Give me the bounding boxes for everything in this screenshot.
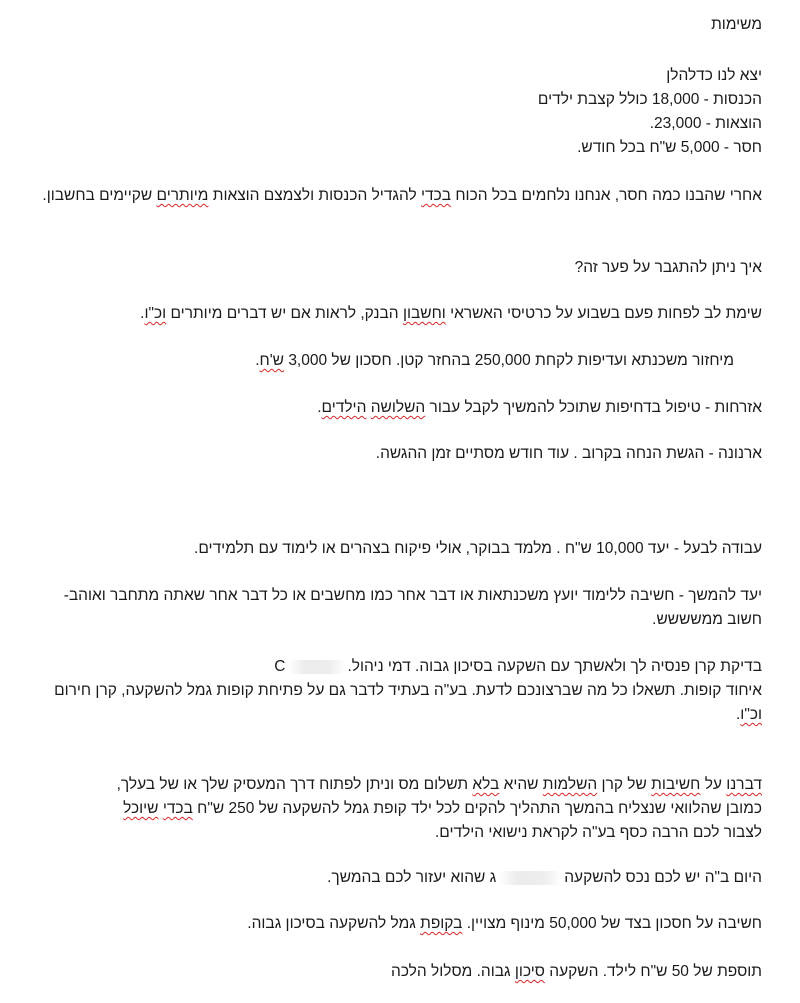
paragraph-pension: בדיקת קרן פנסיה לך ולאשתך עם השקעה בסיכון גבוה. דמי ניהול.C איחוד קופות. תשאלו כל מה שברצונכם לדעת. בע"ה בעתיד לדבר גם על פתיחת קופות גמל להשקעה, קרן חירום וכ"ו.	[54, 658, 762, 723]
paragraph-credit-cards: שימת לב לפחות פעם בשבוע על כרטיסי האשראי וחשבון הבנק, לראות אם יש דברים מיותרים וכ"ו.	[140, 305, 762, 322]
paragraph-property: היום ב"ה יש לכם נכס להשקעהג שהוא יעזור לכם בהמשך.	[327, 869, 762, 886]
paragraph-savings: חשיבה על חסכון בצד של 50,000 מינוף מצויין. בקופת גמל להשקעה בסיכון גבוה.	[247, 915, 762, 932]
redacted-text	[288, 660, 346, 674]
redacted-text	[498, 871, 562, 885]
question-line: איך ניתן להתגבר על פער זה?	[574, 259, 762, 276]
deficit-line: חסר - 5,000 ש"ח בכל חודש.	[577, 139, 762, 156]
document	[40, 0, 762, 1003]
paragraph-future-goal: יעד להמשך - חשיבה ללימוד יועץ משכנתאות או דבר אחר כמו מחשבים או כל דבר אחר שאתה מתחבר ואוהב- חשוב ממשששש.	[63, 587, 762, 628]
paragraph-citizenship: אזרחות - טיפול בדחיפות שתוכל להמשיך לקבל עבור השלושה הילדים.	[317, 399, 762, 416]
paragraph-husband-work: עבודה לבעל - יעד 10,000 ש"ח . מלמד בבוקר, אולי פיקוח בצהרים או לימוד עם תלמידים.	[194, 540, 762, 557]
expenses-line: הוצאות - 23,000.	[649, 115, 762, 132]
paragraph-fighting: אחרי שהבנו כמה חסר, אנחנו נלחמים בכל הכוח בכדי להגדיל הכנסות ולצמצם הוצאות מיותרים שקיימים בחשבון.	[42, 187, 762, 204]
income-line: הכנסות - 18,000 כולל קצבת ילדים	[537, 91, 762, 108]
paragraph-arnona: ארנונה - הגשת הנחה בקרוב . עוד חודש מסתיים זמן ההגשה.	[375, 445, 762, 462]
paragraph-child-addition: תוספת של 50 ש"ח לילד. השקעה סיכון גבוה. מסלול הלכה	[391, 963, 762, 980]
paragraph-mortgage: מיחזור משכנתא ועדיפות לקחת 250,000 בהחזר קטן. חסכון של 3,000 ש'ח.	[255, 352, 734, 369]
page-title: משימות	[711, 16, 762, 33]
summary-heading: יצא לנו כדלהלן	[666, 67, 762, 84]
paragraph-hishtalmut: דברנו על חשיבות של קרן השלמות שהיא בלא תשלום מס וניתן לפתוח דרך המעסיק שלך או של בעלך, כמובן שהלוואי שנצליח בהמשך התהליך להקים לכל ילד קופת גמל להשקעה של 250 ש"ח בכדי שיוכל לצבור לכם הרבה כסף בע"ה לקראת נישואי הילדים.	[116, 776, 762, 841]
